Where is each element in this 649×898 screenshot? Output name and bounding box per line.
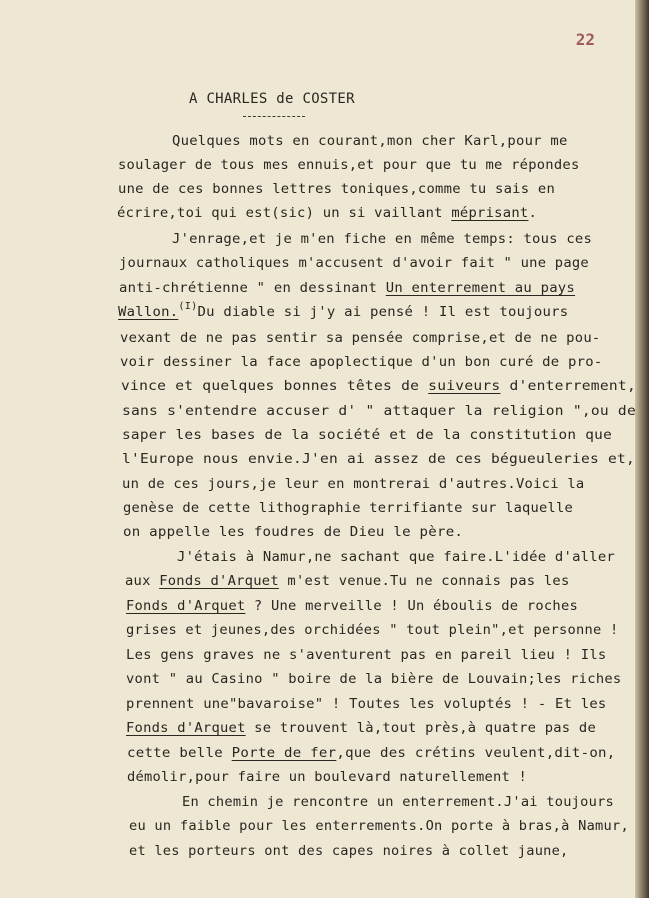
text-line: l'Europe nous envie.J'en ai assez de ces bégueuleries et, bbox=[122, 451, 635, 467]
underlined-phrase: Fonds d'Arquet bbox=[126, 720, 246, 736]
text-line: J'enrage,et je m'en fiche en même temps: tous ces bbox=[172, 231, 593, 247]
text-line: démolir,pour faire un boulevard naturellement ! bbox=[127, 769, 528, 785]
text-line: on appelle les foudres de Dieu le père. bbox=[123, 524, 464, 540]
text-line: vont " au Casino " boire de la bière de Louvain;les riches bbox=[126, 671, 622, 687]
text-line: cette belle Porte de fer,que des crétins veulent,dit-on, bbox=[127, 745, 616, 761]
underlined-phrase: Porte de fer bbox=[231, 745, 337, 761]
text-line: genèse de cette lithographie terrifiante sur laquelle bbox=[123, 500, 574, 516]
letter-title: A CHARLES de COSTER bbox=[189, 91, 355, 107]
page-binding-edge bbox=[635, 0, 649, 898]
text-line: prennent une"bavaroise" ! Toutes les voluptés ! - Et les bbox=[126, 696, 607, 712]
text-line: anti-chrétienne " en dessinant Un enterrement au pays bbox=[119, 280, 576, 296]
underlined-phrase: suiveurs bbox=[428, 378, 501, 394]
text-line: une de ces bonnes lettres toniques,comme tu sais en bbox=[118, 181, 556, 197]
text-line: Quelques mots en courant,mon cher Karl,pour me bbox=[172, 133, 568, 149]
text-line: vexant de ne pas sentir sa pensée comprise,et de ne pou- bbox=[120, 330, 601, 346]
text-line: J'étais à Namur,ne sachant que faire.L'idée d'aller bbox=[177, 549, 616, 565]
text-line: sans s'entendre accuser d' " attaquer la religion ",ou de bbox=[122, 403, 636, 419]
text-line: Wallon.$^{(I)}$Du diable si j'y ai pensé ! Il est toujours bbox=[118, 301, 569, 320]
text-line: En chemin je rencontre un enterrement.J'ai toujours bbox=[182, 794, 615, 810]
text-line: soulager de tous mes ennuis,et pour que tu me répondes bbox=[118, 157, 580, 173]
text-line: grises et jeunes,des orchidées " tout plein",et personne ! bbox=[126, 622, 619, 638]
text-line: journaux catholiques m'accusent d'avoir fait " une page bbox=[119, 255, 589, 271]
text-line: Fonds d'Arquet se trouvent là,tout près,à quatre pas de bbox=[126, 720, 596, 736]
underlined-phrase: Fonds d'Arquet bbox=[126, 598, 246, 614]
text-line: écrire,toi qui est(sic) un si vaillant méprisant. bbox=[117, 205, 538, 221]
underlined-phrase: méprisant bbox=[451, 205, 529, 221]
page-number: 22 bbox=[575, 30, 595, 49]
underlined-phrase: Wallon. bbox=[118, 304, 179, 320]
underlined-phrase: Un enterrement au pays bbox=[385, 280, 576, 296]
underlined-phrase: Fonds d'Arquet bbox=[159, 573, 279, 589]
text-line: voir dessiner la face apoplectique d'un bon curé de pro- bbox=[120, 354, 603, 370]
title-underline bbox=[243, 116, 305, 117]
text-line: un de ces jours,je leur en montrerai d'autres.Voici la bbox=[122, 476, 585, 492]
footnote-marker: (I) bbox=[178, 301, 198, 312]
text-line: vince et quelques bonnes têtes de suiveurs d'enterrement, bbox=[121, 378, 636, 394]
text-line: aux Fonds d'Arquet m'est venue.Tu ne connais pas les bbox=[125, 573, 570, 589]
text-line: saper les bases de la société et de la constitution que bbox=[122, 427, 612, 443]
text-line: Fonds d'Arquet ? Une merveille ! Un éboulis de roches bbox=[126, 598, 579, 614]
text-line: eu un faible pour les enterrements.On porte à bras,à Namur, bbox=[129, 818, 629, 834]
text-line: et les porteurs ont des capes noires à collet jaune, bbox=[129, 843, 569, 859]
text-line: Les gens graves ne s'aventurent pas en pareil lieu ! Ils bbox=[126, 647, 607, 663]
